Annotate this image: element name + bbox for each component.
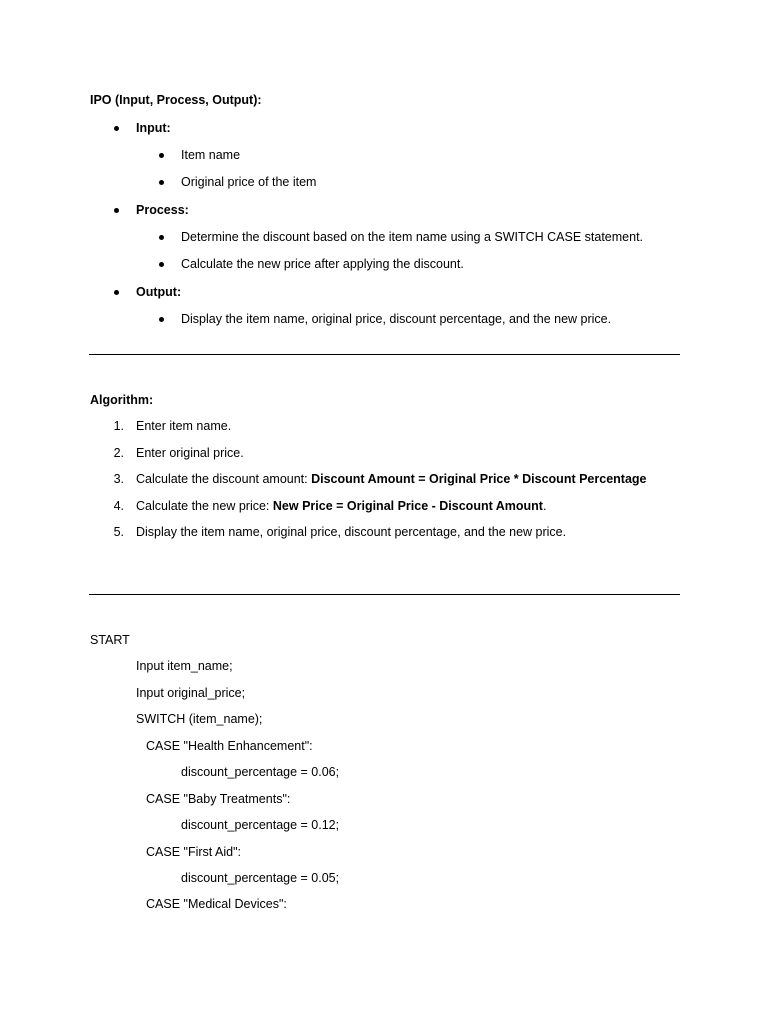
step-number: 5. xyxy=(113,525,124,539)
pseudocode-line: CASE "Health Enhancement": xyxy=(146,739,313,753)
output-label: Output: xyxy=(136,285,182,299)
bullet-icon xyxy=(114,290,119,295)
step-text: Enter original price. xyxy=(136,446,244,460)
output-item: Display the item name, original price, discount percentage, and the new price. xyxy=(181,312,612,326)
pseudocode-line: CASE "Baby Treatments": xyxy=(146,792,291,806)
step-text: Enter item name. xyxy=(136,419,232,433)
horizontal-rule xyxy=(89,594,680,595)
step-formula: Discount Amount = Original Price * Discount Percentage xyxy=(311,472,647,486)
input-item: Original price of the item xyxy=(181,175,317,189)
pseudocode-line: discount_percentage = 0.06; xyxy=(181,765,340,779)
step-line xyxy=(136,471,646,487)
input-label: Input: xyxy=(136,121,171,135)
algorithm-heading: Algorithm: xyxy=(90,393,154,407)
step-text-after: . xyxy=(542,499,547,513)
pseudocode-line: Input original_price; xyxy=(136,686,246,700)
bullet-icon xyxy=(114,208,119,213)
step-number: 1. xyxy=(113,419,124,433)
step-number: 2. xyxy=(113,446,124,460)
step-text: Display the item name, original price, discount percentage, and the new price. xyxy=(136,525,567,539)
step-line xyxy=(136,498,546,514)
ipo-heading: IPO (Input, Process, Output): xyxy=(90,93,262,107)
bullet-icon xyxy=(114,126,119,131)
step-text: Calculate the new price: xyxy=(136,499,273,513)
process-label: Process: xyxy=(136,203,189,217)
bullet-icon xyxy=(159,180,164,185)
step-number: 3. xyxy=(113,472,124,486)
input-item: Item name xyxy=(181,148,241,162)
step-formula: New Price = Original Price - Discount Amount xyxy=(272,499,543,513)
process-item: Determine the discount based on the item name using a SWITCH CASE statement. xyxy=(181,230,644,244)
step-text: Calculate the discount amount: xyxy=(136,472,312,486)
pseudocode-line: Input item_name; xyxy=(136,659,233,673)
pseudocode-line: discount_percentage = 0.12; xyxy=(181,818,340,832)
process-item: Calculate the new price after applying the discount. xyxy=(181,257,464,271)
pseudocode-line: START xyxy=(90,633,130,647)
bullet-icon xyxy=(159,317,164,322)
pseudocode-line: SWITCH (item_name); xyxy=(136,712,263,726)
bullet-icon xyxy=(159,262,164,267)
pseudocode-line: CASE "Medical Devices": xyxy=(146,897,287,911)
bullet-icon xyxy=(159,235,164,240)
horizontal-rule xyxy=(89,354,680,355)
pseudocode-line: CASE "First Aid": xyxy=(146,845,242,859)
bullet-icon xyxy=(159,153,164,158)
pseudocode-line: discount_percentage = 0.05; xyxy=(181,871,340,885)
step-number: 4. xyxy=(113,499,124,513)
